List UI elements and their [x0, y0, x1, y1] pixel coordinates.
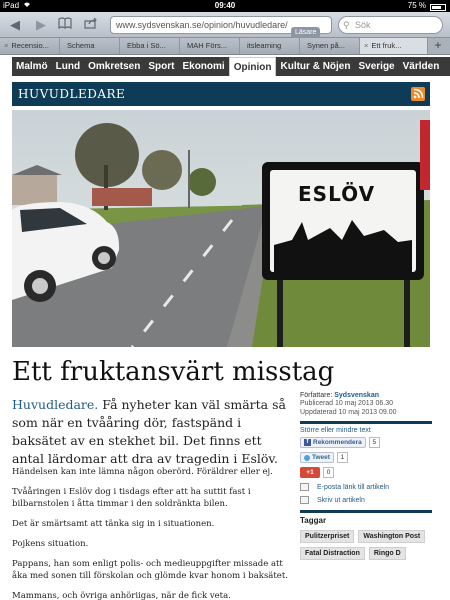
section-header	[12, 82, 430, 106]
nav-item[interactable]: Sverige	[358, 61, 395, 72]
updated-date: Uppdaterad 10 maj 2013 09.00	[300, 409, 397, 416]
site-nav	[0, 55, 450, 78]
divider	[300, 510, 432, 513]
back-icon[interactable]: ◀	[10, 17, 20, 32]
paragraph: Tvååringen i Eslöv dog i tisdags efter att ha suttit fast i bilbarnstolen i åtta timmar i den soldränkta bilen.	[12, 487, 251, 509]
article-sidebar	[300, 392, 432, 560]
paragraph: Mammans, och övriga anhöriigas, när de fick veta.	[12, 591, 231, 600]
status-bar	[0, 0, 450, 12]
close-icon[interactable]: ×	[364, 41, 369, 50]
search-icon: ⚲	[343, 20, 350, 30]
paragraph: Pojkens situation.	[12, 539, 89, 549]
tag-chip[interactable]: Ringo D	[369, 547, 406, 560]
section-title: HUVUDLEDARE	[18, 87, 126, 101]
email-link[interactable]: E-posta länk till artikeln	[317, 483, 389, 491]
gplus-share	[300, 467, 432, 478]
forward-icon[interactable]: ▶	[36, 17, 46, 32]
tab-item[interactable]: Schema	[60, 38, 120, 54]
tag-chip[interactable]: Pulitzerpriset	[300, 530, 354, 543]
paragraph: Pappans, han som enligt polis- och medieuppgifter missade att åka med sonen till förskolan och glömde kvar honom i baksätet.	[12, 559, 288, 581]
article-lede	[12, 396, 290, 468]
nav-item[interactable]: Malmö	[16, 61, 48, 72]
nav-item[interactable]: Kultur & Nöjen	[280, 61, 351, 72]
facebook-icon: f	[304, 439, 311, 446]
author-label: Författare:	[300, 392, 333, 399]
carrier-label: iPad	[3, 1, 20, 10]
facebook-share	[300, 437, 432, 448]
nav-item[interactable]: Opinion	[229, 57, 277, 76]
address-bar[interactable]: www.sydsvenskan.se/opinion/huvudledare/	[110, 16, 332, 34]
tab-item[interactable]: MAH Förs...	[180, 38, 240, 54]
paragraph: Händelsen kan inte lämna någon oberörd. Föräldrer eller ej.	[12, 467, 273, 477]
tweet-count: 1	[337, 452, 348, 463]
print-link[interactable]: Skriv ut artikeln	[317, 496, 365, 504]
close-icon[interactable]: ×	[4, 41, 9, 50]
tag-chip[interactable]: Fatal Distraction	[300, 547, 365, 560]
paragraph: Det är smärtsamt att tänka sig in i situationen.	[12, 519, 215, 529]
facebook-recommend-button[interactable]: f Rekommendera	[300, 437, 366, 448]
tab-bar	[0, 38, 450, 55]
gplus-count: 0	[323, 467, 334, 478]
bookmarks-icon[interactable]	[58, 17, 72, 33]
tab-item-active[interactable]: × Ett fruk...	[360, 38, 428, 54]
search-placeholder: Sök	[355, 20, 371, 30]
tab-item[interactable]: Ebba i Sö...	[120, 38, 180, 54]
tag-chip[interactable]: Washington Post	[358, 530, 425, 543]
nav-item[interactable]: Ekonomi	[182, 61, 225, 72]
nav-item[interactable]: Lund	[55, 61, 81, 72]
article-photo	[12, 110, 430, 347]
site-nav-bar	[12, 57, 450, 76]
search-input[interactable]	[338, 16, 443, 34]
tweet-button[interactable]: Tweet	[300, 452, 334, 463]
tags-title: Taggar	[300, 516, 327, 525]
new-tab-button[interactable]: +	[434, 38, 442, 52]
battery-icon	[430, 4, 446, 11]
published-date: Publicerad 10 maj 2013 06.30	[300, 400, 394, 407]
share-icon[interactable]	[84, 17, 98, 33]
rss-icon[interactable]	[411, 87, 425, 101]
author-link[interactable]: Sydsvenskan	[334, 392, 379, 399]
divider	[300, 421, 432, 424]
nav-item[interactable]: Sport	[148, 61, 175, 72]
tab-item[interactable]: itslearning	[240, 38, 300, 54]
twitter-icon	[304, 455, 310, 461]
sign-text: ESLÖV	[298, 182, 376, 206]
author-line	[300, 392, 432, 399]
email-link-row[interactable]	[300, 483, 432, 491]
email-icon	[300, 483, 309, 491]
nav-item[interactable]: Världen	[402, 61, 440, 72]
article-body	[12, 466, 297, 600]
text-size-link[interactable]: Större eller mindre text	[300, 427, 371, 434]
nav-item[interactable]: Omkretsen	[88, 61, 141, 72]
tags-list	[300, 530, 432, 560]
battery-percent: 75 %	[407, 1, 426, 10]
gplus-button[interactable]: +1	[300, 467, 320, 478]
article-kicker[interactable]: Huvudledare.	[12, 397, 99, 412]
article-headline: Ett fruktansvärt misstag	[12, 357, 335, 387]
print-icon	[300, 496, 309, 504]
clock: 09:40	[214, 1, 236, 10]
article-lede-text: Få nyheter kan väl smärta så som när en tvååring dör, fastspänd i baksätet av en stekhet bil. Det finns ett antal lärdomar att dra av tragedin i Eslöv.	[12, 397, 286, 466]
facebook-count: 5	[369, 437, 380, 448]
print-link-row[interactable]	[300, 496, 432, 504]
reader-button[interactable]: Läsare	[291, 27, 320, 39]
twitter-share	[300, 452, 432, 463]
browser-toolbar	[0, 12, 450, 38]
tab-item[interactable]: × Recensio...	[0, 38, 60, 54]
tab-item[interactable]: Synen på...	[300, 38, 360, 54]
